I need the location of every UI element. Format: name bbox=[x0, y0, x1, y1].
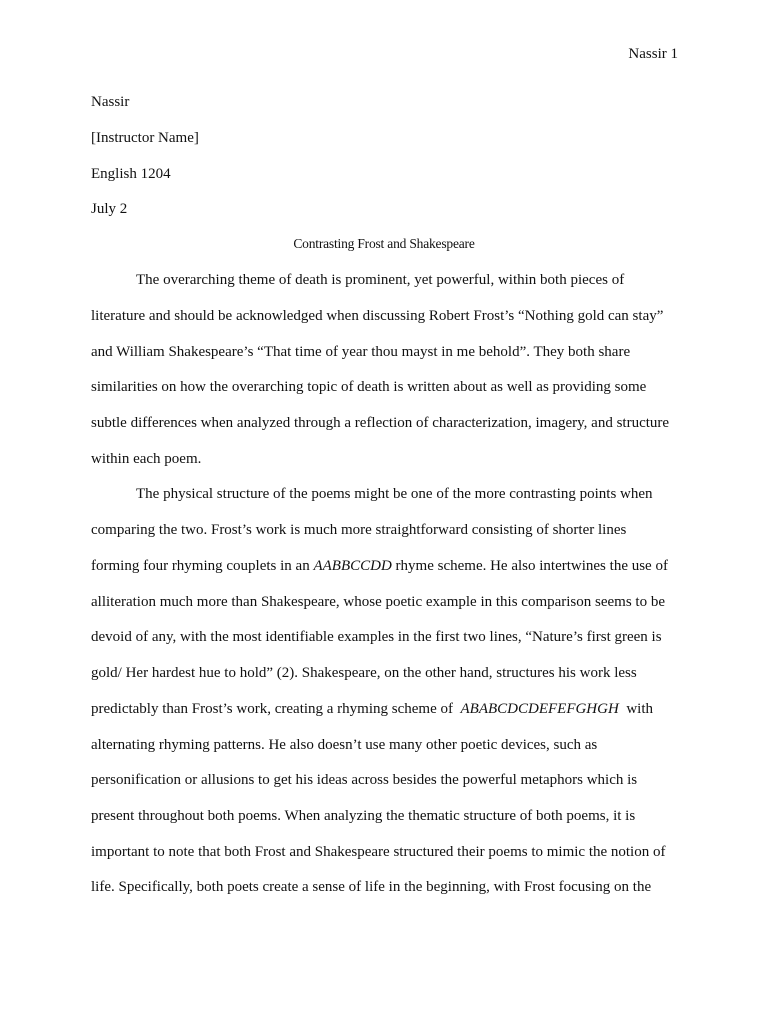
line-text: with bbox=[626, 701, 653, 717]
paragraph-line bbox=[91, 558, 671, 575]
paragraph-line: subtle differences when analyzed through a reflection of characterization, imagery, and structure bbox=[91, 415, 670, 431]
date: July 2 bbox=[91, 201, 128, 217]
paragraph-line: life. Specifically, both poets create a sense of life in the beginning, with Frost focusing on the bbox=[91, 879, 652, 895]
course-name: English 1204 bbox=[91, 166, 171, 182]
paragraph-line: and William Shakespeare’s “That time of year thou mayst in me behold”. They both share bbox=[91, 344, 631, 360]
line-text: predictably than Frost’s work, creating a rhyming scheme of bbox=[91, 701, 453, 717]
paragraph-line: comparing the two. Frost’s work is much more straightforward consisting of shorter lines bbox=[91, 522, 627, 538]
paragraph-line: important to note that both Frost and Shakespeare structured their poems to mimic the notion of bbox=[91, 844, 666, 860]
rhyme-scheme-frost: AABBCCDD bbox=[313, 558, 392, 574]
paragraph-line: present throughout both poems. When analyzing the thematic structure of both poems, it is bbox=[91, 808, 636, 824]
line-text: forming four rhyming couplets in an bbox=[91, 558, 310, 574]
paragraph-line bbox=[91, 701, 671, 718]
rhyme-scheme-shakespeare: ABABCDCDEFEFGHGH bbox=[460, 701, 619, 717]
paragraph-line: devoid of any, with the most identifiable examples in the first two lines, “Nature’s first green is bbox=[91, 629, 662, 645]
running-head: Nassir 1 bbox=[628, 46, 678, 62]
paragraph-line: gold/ Her hardest hue to hold” (2). Shakespeare, on the other hand, structures his work less bbox=[91, 665, 637, 681]
essay-title: Contrasting Frost and Shakespeare bbox=[293, 236, 475, 251]
paragraph-line: similarities on how the overarching topic of death is written about as well as providing some bbox=[91, 379, 647, 395]
paragraph-line: The physical structure of the poems might be one of the more contrasting points when bbox=[136, 486, 653, 502]
line-text: rhyme scheme. He also intertwines the use of bbox=[395, 558, 668, 574]
author-name: Nassir bbox=[91, 94, 130, 110]
paragraph-line: alliteration much more than Shakespeare, whose poetic example in this comparison seems to be bbox=[91, 594, 665, 610]
paragraph-line: The overarching theme of death is prominent, yet powerful, within both pieces of bbox=[136, 272, 625, 288]
instructor-name: [Instructor Name] bbox=[91, 130, 199, 146]
paragraph-line: literature and should be acknowledged when discussing Robert Frost’s “Nothing gold can stay” bbox=[91, 308, 664, 324]
paragraph-line: personification or allusions to get his ideas across besides the powerful metaphors which is bbox=[91, 772, 638, 788]
paragraph-line: within each poem. bbox=[91, 451, 202, 467]
paragraph-line: alternating rhyming patterns. He also doesn’t use many other poetic devices, such as bbox=[91, 737, 598, 753]
